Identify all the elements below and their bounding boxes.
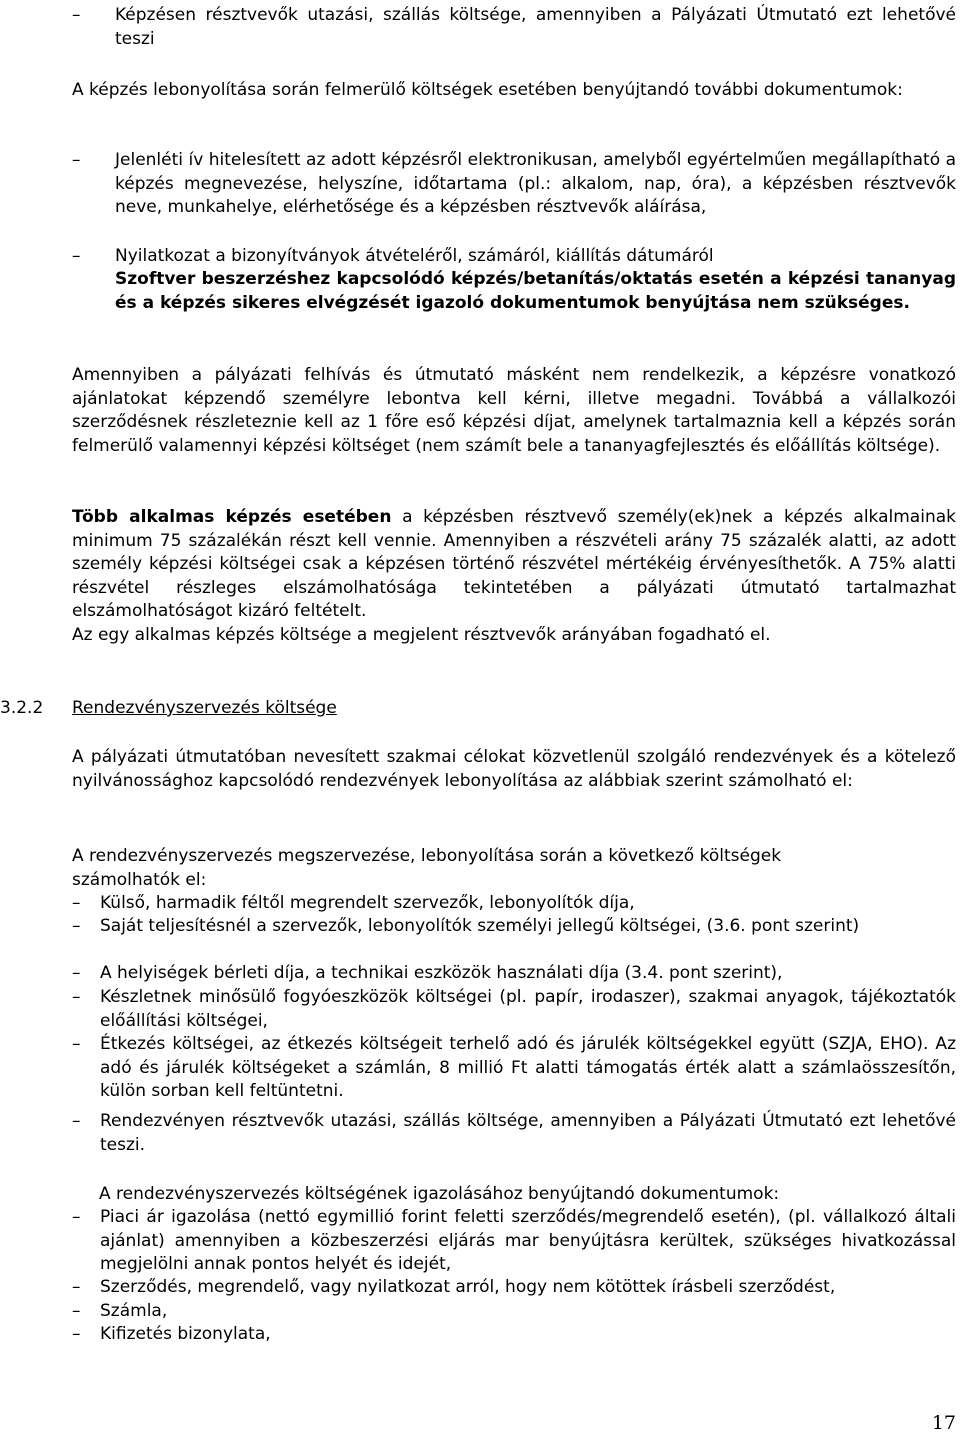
list-item — [72, 1206, 956, 1277]
paragraph — [72, 506, 956, 624]
list-item — [72, 892, 956, 916]
list-item-text: Számla, — [100, 1301, 168, 1321]
paragraph: Amennyiben a pályázati felhívás és útmutató másként nem rendelkezik, a képzésre vonatkozó ajánlatokat képzendő személyre lebontva kell kérni, illetve megadni. Továbbá a vállalkozói szerződésnek részleteznie kell az 1 főre eső képzési díjat, amelynek tartalmaznia kell a képzés során felmerülő valamennyi képzési költséget (nem számít bele a tananyagfejlesztés és előállítás költsége). — [72, 365, 956, 456]
bold-lead: Több alkalmas képzés esetében — [72, 507, 392, 527]
list-item-text: Készletnek minősülő fogyóeszközök költségei (pl. papír, irodaszer), szakmai anyagok, tájékoztatók előállítási költségei, — [100, 987, 956, 1031]
list-item-text: Jelenléti ív hitelesített az adott képzésről elektronikusan, amelyből egyértelműen megállapítható a képzés megnevezése, helyszíne, időtartama (pl.: alkalom, nap, óra), a képzésben résztvevők neve, munkahelye, elérhetősége és a képzésben résztvevők aláírása, — [115, 150, 956, 217]
paragraph: Az egy alkalmas képzés költsége a megjelent résztvevők arányában fogadható el. — [72, 625, 771, 645]
paragraph-text: a képzésben résztvevő személy(ek)nek a képzés alkalmainak minimum 75 százalékán részt kell vennie. Amennyiben a részvételi arány 75 százalék alatti, az adott személy képzési költségei csak a képzésen történő részvétel mértékéig érvényesíthetők. A 75% alatti részvétel részleges elszámolhatósága tekintetében a pályázati útmutató tartalmazhat elszámolhatóságot kizáró feltételt. — [72, 507, 956, 621]
dash-bullet: – — [72, 1277, 81, 1297]
list-item — [72, 1033, 956, 1104]
list-item-text: Saját teljesítésnél a szervezők, lebonyolítók személyi jellegű költségei, (3.6. pont szerint) — [100, 916, 860, 936]
dash-bullet: – — [72, 893, 81, 913]
list-item-text: Képzésen résztvevők utazási, szállás költsége, amennyiben a Pályázati Útmutató ezt lehetővé teszi — [115, 5, 956, 49]
list-item-text: Piaci ár igazolása (nettó egymillió forint feletti szerződés/megrendelő esetén), (pl. vállalkozó általi ajánlat) amennyiben a közbeszerzési eljárás mar benyújtásra kerültek, szükséges hivatkozással megjelölni annak pontos helyét és idejét, — [100, 1207, 956, 1274]
list-item — [72, 1110, 956, 1157]
paragraph: A képzés lebonyolítása során felmerülő költségek esetében benyújtandó további dokumentumok: — [72, 80, 903, 100]
dash-bullet: – — [72, 987, 81, 1007]
dash-bullet: – — [72, 246, 81, 266]
section-number: 3.2.2 — [0, 698, 44, 718]
paragraph: A rendezvényszervezés megszervezése, lebonyolítása során a következő költségek számolhatók el: — [72, 846, 782, 890]
paragraph: A rendezvényszervezés költségének igazolásához benyújtandó dokumentumok: — [99, 1184, 780, 1204]
dash-bullet: – — [72, 5, 81, 25]
list-item-text: Szerződés, megrendelő, vagy nyilatkozat arról, hogy nem kötöttek írásbeli szerződést, — [100, 1277, 836, 1297]
paragraph: A pályázati útmutatóban nevesített szakmai célokat közvetlenül szolgáló rendezvények és a kötelező nyilvánossághoz kapcsolódó rendezvények lebonyolítása az alábbiak szerint számolható el: — [72, 747, 956, 791]
dash-bullet: – — [72, 1324, 81, 1344]
list-item-text: Étkezés költségei, az étkezés költségeit terhelő adó és járulék költségekkel együtt (SZJA, EHO). Az adó és járulék költségeket a számlán, 8 millió Ft alatti támogatás érték alatt a számlaösszesítőn, külön sorban kell feltüntetni. — [100, 1034, 956, 1101]
page-number: 17 — [931, 1412, 956, 1434]
list-item-text: A helyiségek bérleti díja, a technikai eszközök használati díja (3.4. pont szerint), — [100, 963, 783, 983]
list-item — [72, 1323, 956, 1347]
list-item — [72, 1276, 956, 1300]
bold-note: Szoftver beszerzéshez kapcsolódó képzés/betanítás/oktatás esetén a képzési tananyag és a képzés sikeres elvégzését igazoló dokumentumok benyújtása nem szükséges. — [115, 269, 956, 313]
dash-bullet: – — [72, 1111, 81, 1131]
list-item — [72, 245, 956, 269]
dash-bullet: – — [72, 916, 81, 936]
list-item-text: Rendezvényen résztvevők utazási, szállás költsége, amennyiben a Pályázati Útmutató ezt lehetővé teszi. — [100, 1111, 956, 1155]
section-title: Rendezvényszervezés költsége — [72, 698, 337, 718]
list-item — [72, 962, 956, 986]
list-item — [72, 986, 956, 1033]
list-item-text: Kifizetés bizonylata, — [100, 1324, 271, 1344]
list-item — [72, 149, 956, 220]
list-item — [72, 915, 956, 939]
list-item — [72, 4, 956, 51]
dash-bullet: – — [72, 963, 81, 983]
list-item-text: Külső, harmadik féltől megrendelt szervezők, lebonyolítók díja, — [100, 893, 635, 913]
dash-bullet: – — [72, 1207, 81, 1227]
list-item — [72, 1300, 956, 1324]
list-item-text: Nyilatkozat a bizonyítványok átvételéről, számáról, kiállítás dátumáról — [115, 246, 714, 266]
dash-bullet: – — [72, 150, 81, 170]
dash-bullet: – — [72, 1301, 81, 1321]
dash-bullet: – — [72, 1034, 81, 1054]
